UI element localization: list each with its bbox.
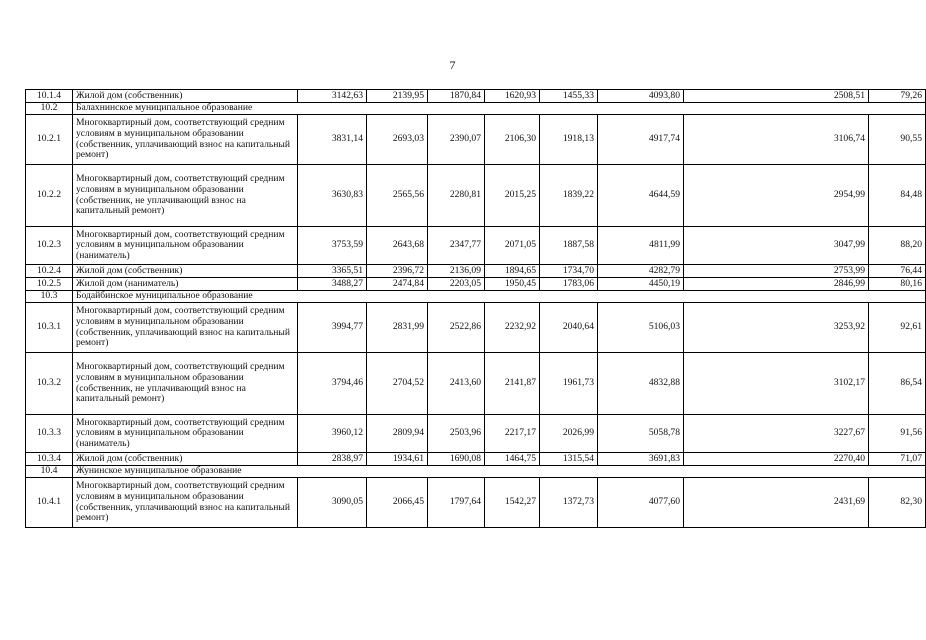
- tariff-table: [25, 89, 926, 528]
- value-cell: 5106,03: [598, 303, 684, 353]
- row-code: 10.2.3: [26, 227, 73, 265]
- value-cell: 3691,83: [598, 453, 684, 466]
- value-cell: 1887,58: [540, 227, 598, 265]
- value-cell: 1542,27: [485, 478, 540, 528]
- value-cell: 84,48: [869, 165, 926, 227]
- value-cell: 88,20: [869, 227, 926, 265]
- value-cell: 2503,96: [428, 415, 485, 453]
- value-cell: 1961,73: [540, 353, 598, 415]
- section-row: [26, 291, 926, 303]
- value-cell: 2704,52: [367, 353, 428, 415]
- value-cell: 4644,59: [598, 165, 684, 227]
- value-cell: 82,30: [869, 478, 926, 528]
- value-cell: 1918,13: [540, 115, 598, 165]
- value-cell: 3106,74: [684, 115, 869, 165]
- section-row: [26, 103, 926, 115]
- page-number: 7: [449, 58, 456, 72]
- value-cell: 2280,81: [428, 165, 485, 227]
- value-cell: 91,56: [869, 415, 926, 453]
- value-cell: 2066,45: [367, 478, 428, 528]
- value-cell: 1950,45: [485, 278, 540, 291]
- row-code: 10.2.5: [26, 278, 73, 291]
- value-cell: 1690,08: [428, 453, 485, 466]
- row-code: 10.3.3: [26, 415, 73, 453]
- value-cell: 71,07: [869, 453, 926, 466]
- table-row: [26, 415, 926, 453]
- value-cell: 3794,46: [298, 353, 367, 415]
- row-name: Жилой дом (собственник): [73, 90, 298, 103]
- value-cell: 1455,33: [540, 90, 598, 103]
- value-cell: 2396,72: [367, 265, 428, 278]
- row-code: 10.2: [26, 103, 73, 115]
- value-cell: 2838,97: [298, 453, 367, 466]
- row-name: Многоквартирный дом, соответствующий средним условиям в муниципальном образовании (наниматель): [73, 227, 298, 265]
- value-cell: 3630,83: [298, 165, 367, 227]
- value-cell: 2413,60: [428, 353, 485, 415]
- table-row: [26, 227, 926, 265]
- row-code: 10.2.4: [26, 265, 73, 278]
- table-row: [26, 478, 926, 528]
- value-cell: 2831,99: [367, 303, 428, 353]
- value-cell: 2693,03: [367, 115, 428, 165]
- value-cell: 1894,65: [485, 265, 540, 278]
- table-row: [26, 453, 926, 466]
- section-title: Балахнинское муниципальное образование: [73, 103, 926, 115]
- row-name: Жилой дом (наниматель): [73, 278, 298, 291]
- value-cell: 2232,92: [485, 303, 540, 353]
- value-cell: 86,54: [869, 353, 926, 415]
- value-cell: 1934,61: [367, 453, 428, 466]
- value-cell: 2565,56: [367, 165, 428, 227]
- section-row: [26, 466, 926, 478]
- table-row: [26, 303, 926, 353]
- value-cell: 2846,99: [684, 278, 869, 291]
- value-cell: 3994,77: [298, 303, 367, 353]
- value-cell: 4832,88: [598, 353, 684, 415]
- value-cell: 1797,64: [428, 478, 485, 528]
- value-cell: 2026,99: [540, 415, 598, 453]
- row-code: 10.3.2: [26, 353, 73, 415]
- value-cell: 76,44: [869, 265, 926, 278]
- value-cell: 2015,25: [485, 165, 540, 227]
- value-cell: 3831,14: [298, 115, 367, 165]
- value-cell: 4917,74: [598, 115, 684, 165]
- table-row: [26, 353, 926, 415]
- table-row: [26, 278, 926, 291]
- value-cell: 1870,84: [428, 90, 485, 103]
- value-cell: 92,61: [869, 303, 926, 353]
- row-name: Многоквартирный дом, соответствующий средним условиям в муниципальном образовании (собственник, не уплачивающий взнос на капитальный ремонт): [73, 353, 298, 415]
- table-row: [26, 90, 926, 103]
- value-cell: 90,55: [869, 115, 926, 165]
- value-cell: 2809,94: [367, 415, 428, 453]
- value-cell: 4282,79: [598, 265, 684, 278]
- value-cell: 80,16: [869, 278, 926, 291]
- value-cell: 2390,07: [428, 115, 485, 165]
- value-cell: 3102,17: [684, 353, 869, 415]
- value-cell: 79,26: [869, 90, 926, 103]
- value-cell: 3090,05: [298, 478, 367, 528]
- row-code: 10.1.4: [26, 90, 73, 103]
- row-code: 10.3.1: [26, 303, 73, 353]
- value-cell: 2643,68: [367, 227, 428, 265]
- row-name: Многоквартирный дом, соответствующий средним условиям в муниципальном образовании (собственник, не уплачивающий взнос на капитальный ремонт): [73, 165, 298, 227]
- value-cell: 2347,77: [428, 227, 485, 265]
- section-title: Жунинское муниципальное образование: [73, 466, 926, 478]
- value-cell: 1839,22: [540, 165, 598, 227]
- value-cell: 2217,17: [485, 415, 540, 453]
- value-cell: 4811,99: [598, 227, 684, 265]
- value-cell: 3047,99: [684, 227, 869, 265]
- value-cell: 2753,99: [684, 265, 869, 278]
- section-title: Бодайбинское муниципальное образование: [73, 291, 926, 303]
- value-cell: 2141,87: [485, 353, 540, 415]
- value-cell: 2040,64: [540, 303, 598, 353]
- row-name: Многоквартирный дом, соответствующий средним условиям в муниципальном образовании (собственник, уплачивающий взнос на капитальный ремонт): [73, 478, 298, 528]
- value-cell: 1783,06: [540, 278, 598, 291]
- value-cell: 4093,80: [598, 90, 684, 103]
- value-cell: 3142,63: [298, 90, 367, 103]
- value-cell: 4450,19: [598, 278, 684, 291]
- value-cell: 2106,30: [485, 115, 540, 165]
- row-code: 10.2.2: [26, 165, 73, 227]
- value-cell: 2431,69: [684, 478, 869, 528]
- value-cell: 2508,51: [684, 90, 869, 103]
- table-row: [26, 165, 926, 227]
- row-name: Жилой дом (собственник): [73, 265, 298, 278]
- value-cell: 2139,95: [367, 90, 428, 103]
- value-cell: 2071,05: [485, 227, 540, 265]
- row-name: Многоквартирный дом, соответствующий средним условиям в муниципальном образовании (собственник, уплачивающий взнос на капитальный ремонт): [73, 303, 298, 353]
- table-row: [26, 265, 926, 278]
- row-code: 10.4: [26, 466, 73, 478]
- row-name: Жилой дом (собственник): [73, 453, 298, 466]
- value-cell: 3753,59: [298, 227, 367, 265]
- value-cell: 1620,93: [485, 90, 540, 103]
- value-cell: 1372,73: [540, 478, 598, 528]
- table-row: [26, 115, 926, 165]
- row-code: 10.4.1: [26, 478, 73, 528]
- value-cell: 2136,09: [428, 265, 485, 278]
- value-cell: 2522,86: [428, 303, 485, 353]
- value-cell: 1464,75: [485, 453, 540, 466]
- value-cell: 2474,84: [367, 278, 428, 291]
- value-cell: 5058,78: [598, 415, 684, 453]
- value-cell: 2954,99: [684, 165, 869, 227]
- row-code: 10.3: [26, 291, 73, 303]
- row-name: Многоквартирный дом, соответствующий средним условиям в муниципальном образовании (собственник, уплачивающий взнос на капитальный ремонт): [73, 115, 298, 165]
- value-cell: 3488,27: [298, 278, 367, 291]
- value-cell: 2270,40: [684, 453, 869, 466]
- table-body: [26, 90, 926, 528]
- value-cell: 3227,67: [684, 415, 869, 453]
- value-cell: 2203,05: [428, 278, 485, 291]
- row-name: Многоквартирный дом, соответствующий средним условиям в муниципальном образовании (наниматель): [73, 415, 298, 453]
- value-cell: 3960,12: [298, 415, 367, 453]
- value-cell: 1315,54: [540, 453, 598, 466]
- row-code: 10.2.1: [26, 115, 73, 165]
- value-cell: 3253,92: [684, 303, 869, 353]
- value-cell: 3365,51: [298, 265, 367, 278]
- value-cell: 4077,60: [598, 478, 684, 528]
- row-code: 10.3.4: [26, 453, 73, 466]
- value-cell: 1734,70: [540, 265, 598, 278]
